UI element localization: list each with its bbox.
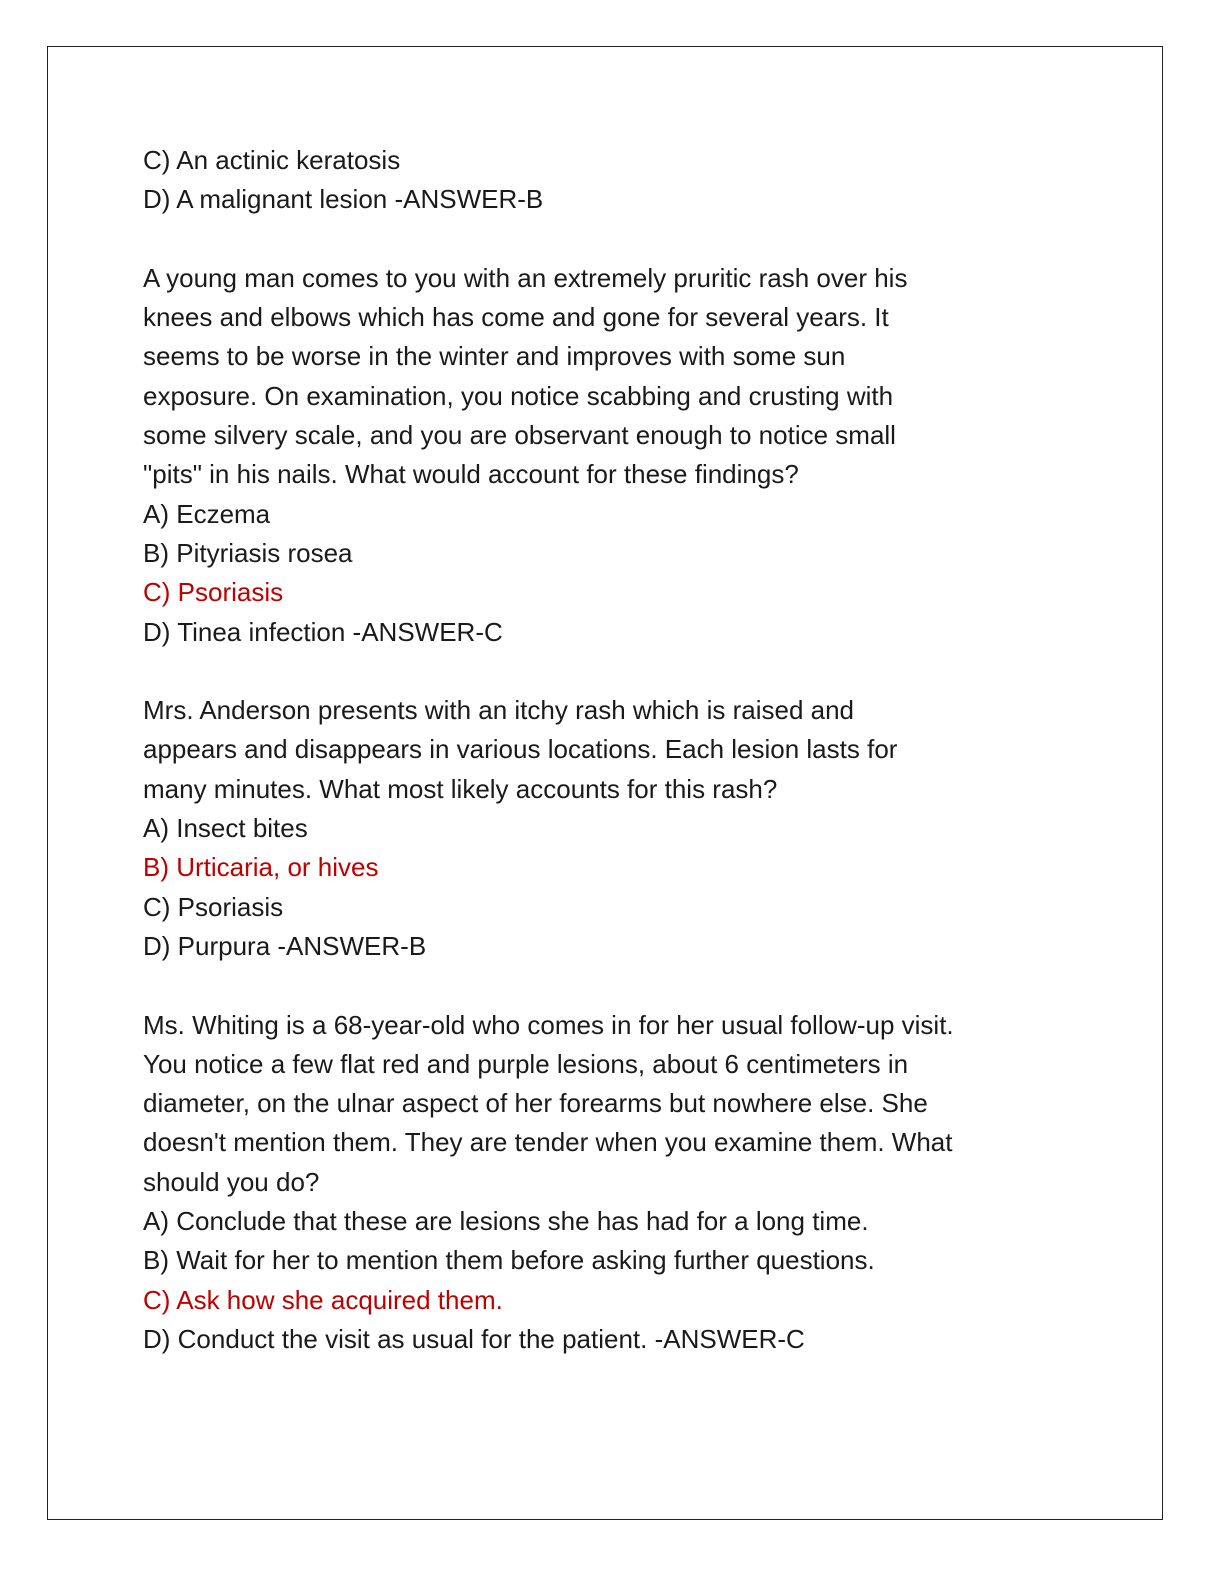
option-c: C) Psoriasis (143, 891, 284, 922)
question-stem-line: "pits" in his nails. What would account for these findings? (143, 459, 799, 490)
question-stem-line: doesn't mention them. They are tender when you examine them. What (143, 1127, 953, 1158)
question-whiting (143, 1006, 1103, 1360)
option-c-correct: C) Ask how she acquired them. (143, 1284, 503, 1315)
question-stem-line: some silvery scale, and you are observant enough to notice small (143, 420, 896, 451)
option-d-with-answer: D) Tinea infection -ANSWER-C (143, 616, 503, 647)
paragraph-gap (143, 652, 1103, 691)
document-body (143, 141, 1103, 1359)
question-stem-line: appears and disappears in various locations. Each lesion lasts for (143, 734, 898, 765)
option-a: A) Eczema (143, 498, 271, 529)
question-stem-line: knees and elbows which has come and gone for several years. It (143, 302, 889, 333)
option-b-correct: B) Urticaria, or hives (143, 852, 379, 883)
question-urticaria (143, 691, 1103, 966)
option-d-with-answer: D) Purpura -ANSWER-B (143, 930, 427, 961)
question-stem-line: Ms. Whiting is a 68-year-old who comes in for her usual follow-up visit. (143, 1009, 954, 1040)
question-stem-line: should you do? (143, 1166, 320, 1197)
question-psoriasis (143, 259, 1103, 652)
question-stem-line: Mrs. Anderson presents with an itchy rash which is raised and (143, 695, 855, 726)
option-d-with-answer: D) Conduct the visit as usual for the patient. -ANSWER-C (143, 1323, 805, 1354)
paragraph-gap (143, 220, 1103, 259)
option-c: C) An actinic keratosis (143, 145, 401, 175)
option-a: A) Insect bites (143, 813, 308, 844)
question-stem-line: exposure. On examination, you notice scabbing and crusting with (143, 380, 894, 411)
question-stem-line: diameter, on the ulnar aspect of her forearms but nowhere else. She (143, 1088, 928, 1119)
question-stem-line: seems to be worse in the winter and improves with some sun (143, 341, 846, 372)
option-d-with-answer: D) A malignant lesion -ANSWER-B (143, 184, 544, 215)
question-stem-line: A young man comes to you with an extremely pruritic rash over his (143, 262, 908, 293)
question-stem-line: You notice a few flat red and purple lesions, about 6 centimeters in (143, 1048, 909, 1079)
question-continuation (143, 141, 1103, 220)
question-stem-line: many minutes. What most likely accounts for this rash? (143, 773, 778, 804)
paragraph-gap (143, 966, 1103, 1005)
option-a: A) Conclude that these are lesions she has had for a long time. (143, 1206, 869, 1237)
option-c-correct: C) Psoriasis (143, 577, 284, 608)
option-b: B) Pityriasis rosea (143, 537, 353, 568)
option-b: B) Wait for her to mention them before asking further questions. (143, 1245, 875, 1276)
